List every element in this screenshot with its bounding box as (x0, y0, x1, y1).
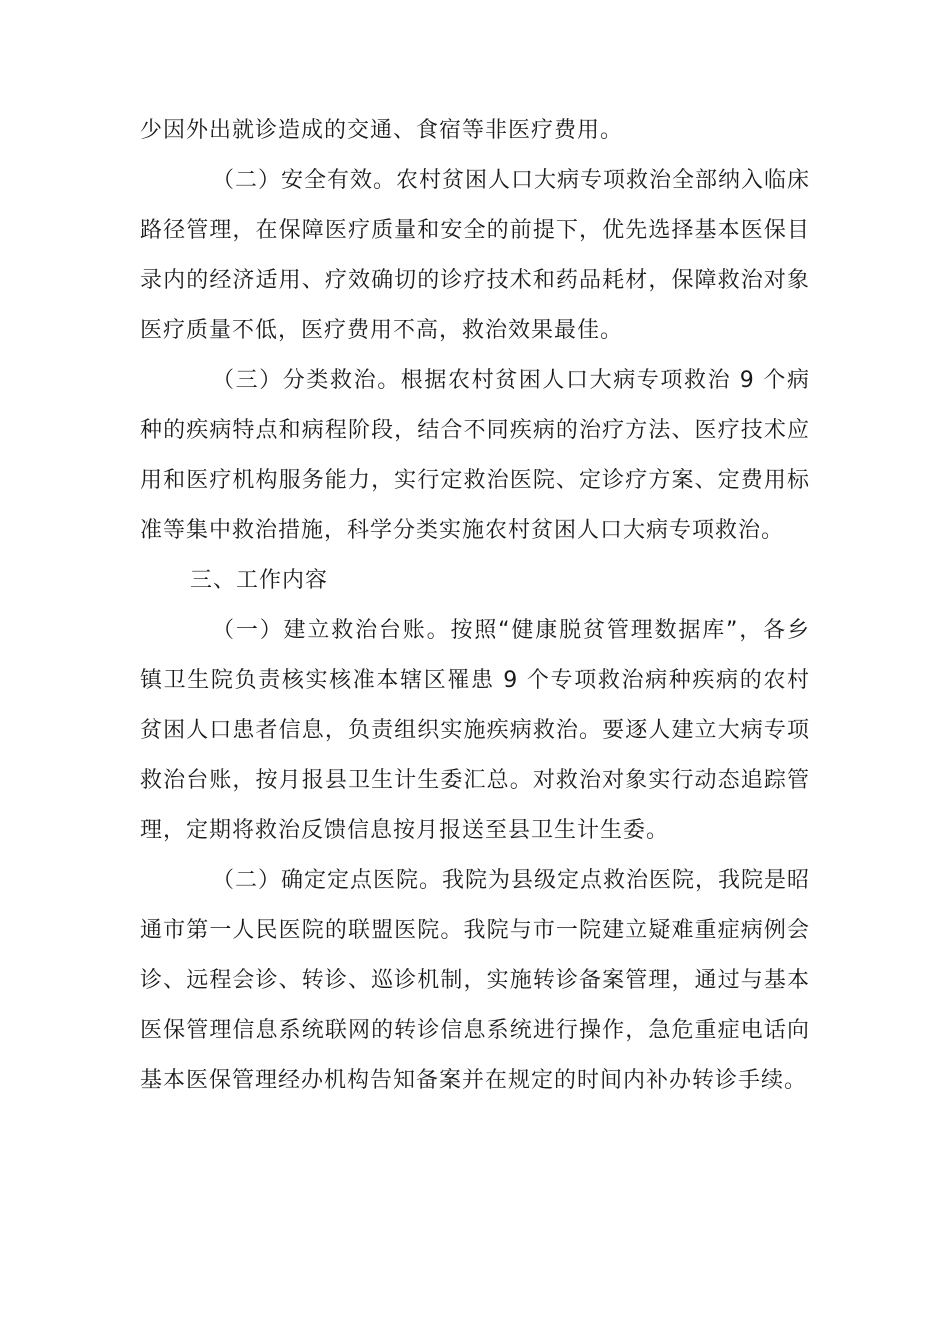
paragraph-treatment-ledger: （一）建立救治台账。按照“健康脱贫管理数据库”，各乡镇卫生院负责核实核准本辖区罹患 9 个专项救治病种疾病的农村贫困人口患者信息，负责组织实施疾病救治。要逐人建立大病专项救治台账，按月报县卫生计生委汇总。对救治对象实行动态追踪管理，定期将救治反馈信息按月报送至县卫生计生委。 (140, 618, 810, 843)
paragraph-designated-hospital: （二）确定定点医院。我院为县级定点救治医院，我院是昭通市第一人民医院的联盟医院。我院与市一院建立疑难重症病例会诊、远程会诊、转诊、巡诊机制，实施转诊备案管理，通过与基本医保管理信息系统联网的转诊信息系统进行操作，急危重症电话向基本医保管理经办机构告知备案并在规定的时间内补办转诊手续。 (140, 868, 811, 1093)
paragraph-safe-effective: （二）安全有效。农村贫困人口大病专项救治全部纳入临床路径管理，在保障医疗质量和安全的前提下，优先选择基本医保目录内的经济适用、疗效确切的诊疗技术和药品耗材，保障救治对象医疗质量不低，医疗费用不高，救治效果最佳。 (140, 168, 811, 343)
document-body (140, 106, 810, 1106)
section-heading-work-content: 三、工作内容 (190, 568, 329, 593)
paragraph-continuation: 少因外出就诊造成的交通、食宿等非医疗费用。 (140, 118, 624, 143)
paragraph-classified-treatment: （三）分类救治。根据农村贫困人口大病专项救治 9 个病种的疾病特点和病程阶段，结合不同疾病的治疗方法、医疗技术应用和医疗机构服务能力，实行定救治医院、定诊疗方案、定费用标准等集中救治措施，科学分类实施农村贫困人口大病专项救治。 (140, 368, 810, 543)
